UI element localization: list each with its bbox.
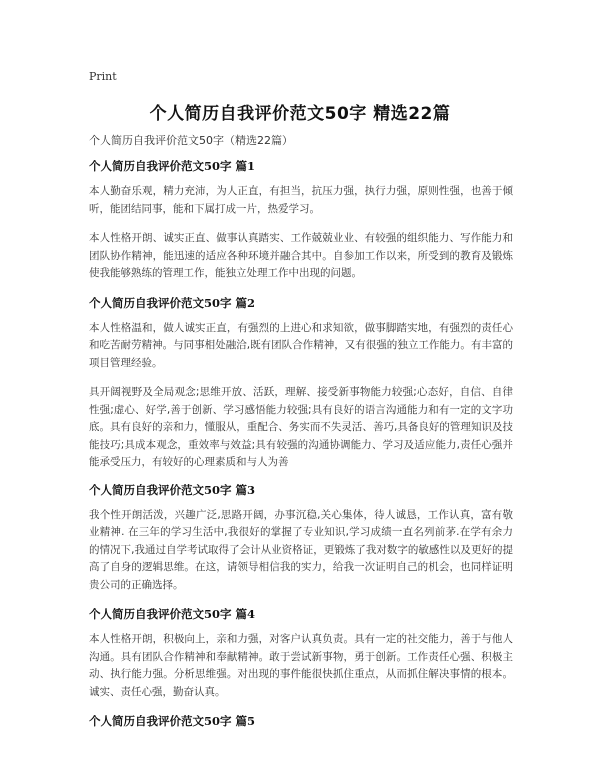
section-4 (89, 606, 513, 701)
section-heading: 个人简历自我评价范文50字 篇1 (89, 159, 256, 173)
section-1 (89, 158, 513, 283)
section-heading: 个人简历自我评价范文50字 篇4 (89, 607, 256, 621)
print-label[interactable]: Print (89, 70, 117, 83)
document-body (89, 133, 513, 738)
section-paragraph: 具开阔视野及全局观念;思维开放、活跃，理解、接受新事物能力较强;心态好，自信、自律性强;虚心、好学,善于创新、学习感悟能力较强;具有良好的语言沟通能力和有一定的文字功底。具有良好的亲和力，懂服从，重配合、务实而不失灵活、善巧,具备良好的管理知识及技能技巧;具成本观念，重效率与效益;具有较强的沟通协调能力、学习及适应能力,责任心强并能承受压力，有较好的心理素质和与人为善 (89, 386, 513, 468)
section-2 (89, 295, 513, 472)
document-subtitle: 个人简历自我评价范文50字（精选22篇） (89, 134, 293, 147)
section-paragraph: 本人性格开朗，积极向上，亲和力强，对客户认真负责。具有一定的社交能力，善于与他人沟通。具有团队合作精神和奉献精神。敢于尝试新事物，勇于创新。工作责任心强、积极主动、执行能力强。分析思维强。对出现的事件能很快抓住重点，从而抓住解决事情的根本。诚实、责任心强，勤奋认真。 (89, 633, 513, 698)
section-paragraph: 本人勤奋乐观，精力充沛，为人正直，有担当，抗压力强，执行力强，原则性强，也善于倾听，能团结同事，能和下属打成一片，热爱学习。 (89, 185, 513, 215)
section-heading: 个人简历自我评价范文50字 篇2 (89, 295, 256, 310)
section-paragraph: 我个性开朗活泼，兴趣广泛,思路开阔，办事沉稳,关心集体，待人诚恳，工作认真，富有敬业精神. 在三年的学习生活中,我很好的掌握了专业知识,学习成绩一直名列前茅.在学有余力的情况下,我通过自学考试取得了会计从业资格证，更锻炼了我对数字的敏感性以及更好的提高了自身的逻辑思维。在这，请领导相信我的实力，给我一次证明自己的机会，也同样证明贵公司的正确选择。 (89, 508, 513, 591)
section-heading: 个人简历自我评价范文50字 篇5 (89, 714, 256, 728)
section-heading: 个人简历自我评价范文50字 篇3 (89, 482, 256, 497)
section-paragraph: 本人性格温和，做人诚实正直，有强烈的上进心和求知欲，做事脚踏实地，有强烈的责任心和吃苦耐劳精神。与同事相处融洽,既有团队合作精神，又有很强的独立工作能力。有丰富的项目管理经验。 (89, 321, 513, 369)
section-5 (89, 713, 513, 729)
section-paragraph: 本人性格开朗、诚实正直、做事认真踏实、工作兢兢业业、有较强的组织能力、写作能力和团队协作精神，能迅速的适应各种环境并融合其中。自参加工作以来，所受到的教育及锻炼使我能够熟练的管理工作，能独立处理工作中出现的问题。 (89, 232, 513, 279)
document-title: 个人简历自我评价范文50字 精选22篇 (149, 104, 451, 124)
section-3 (89, 482, 513, 595)
